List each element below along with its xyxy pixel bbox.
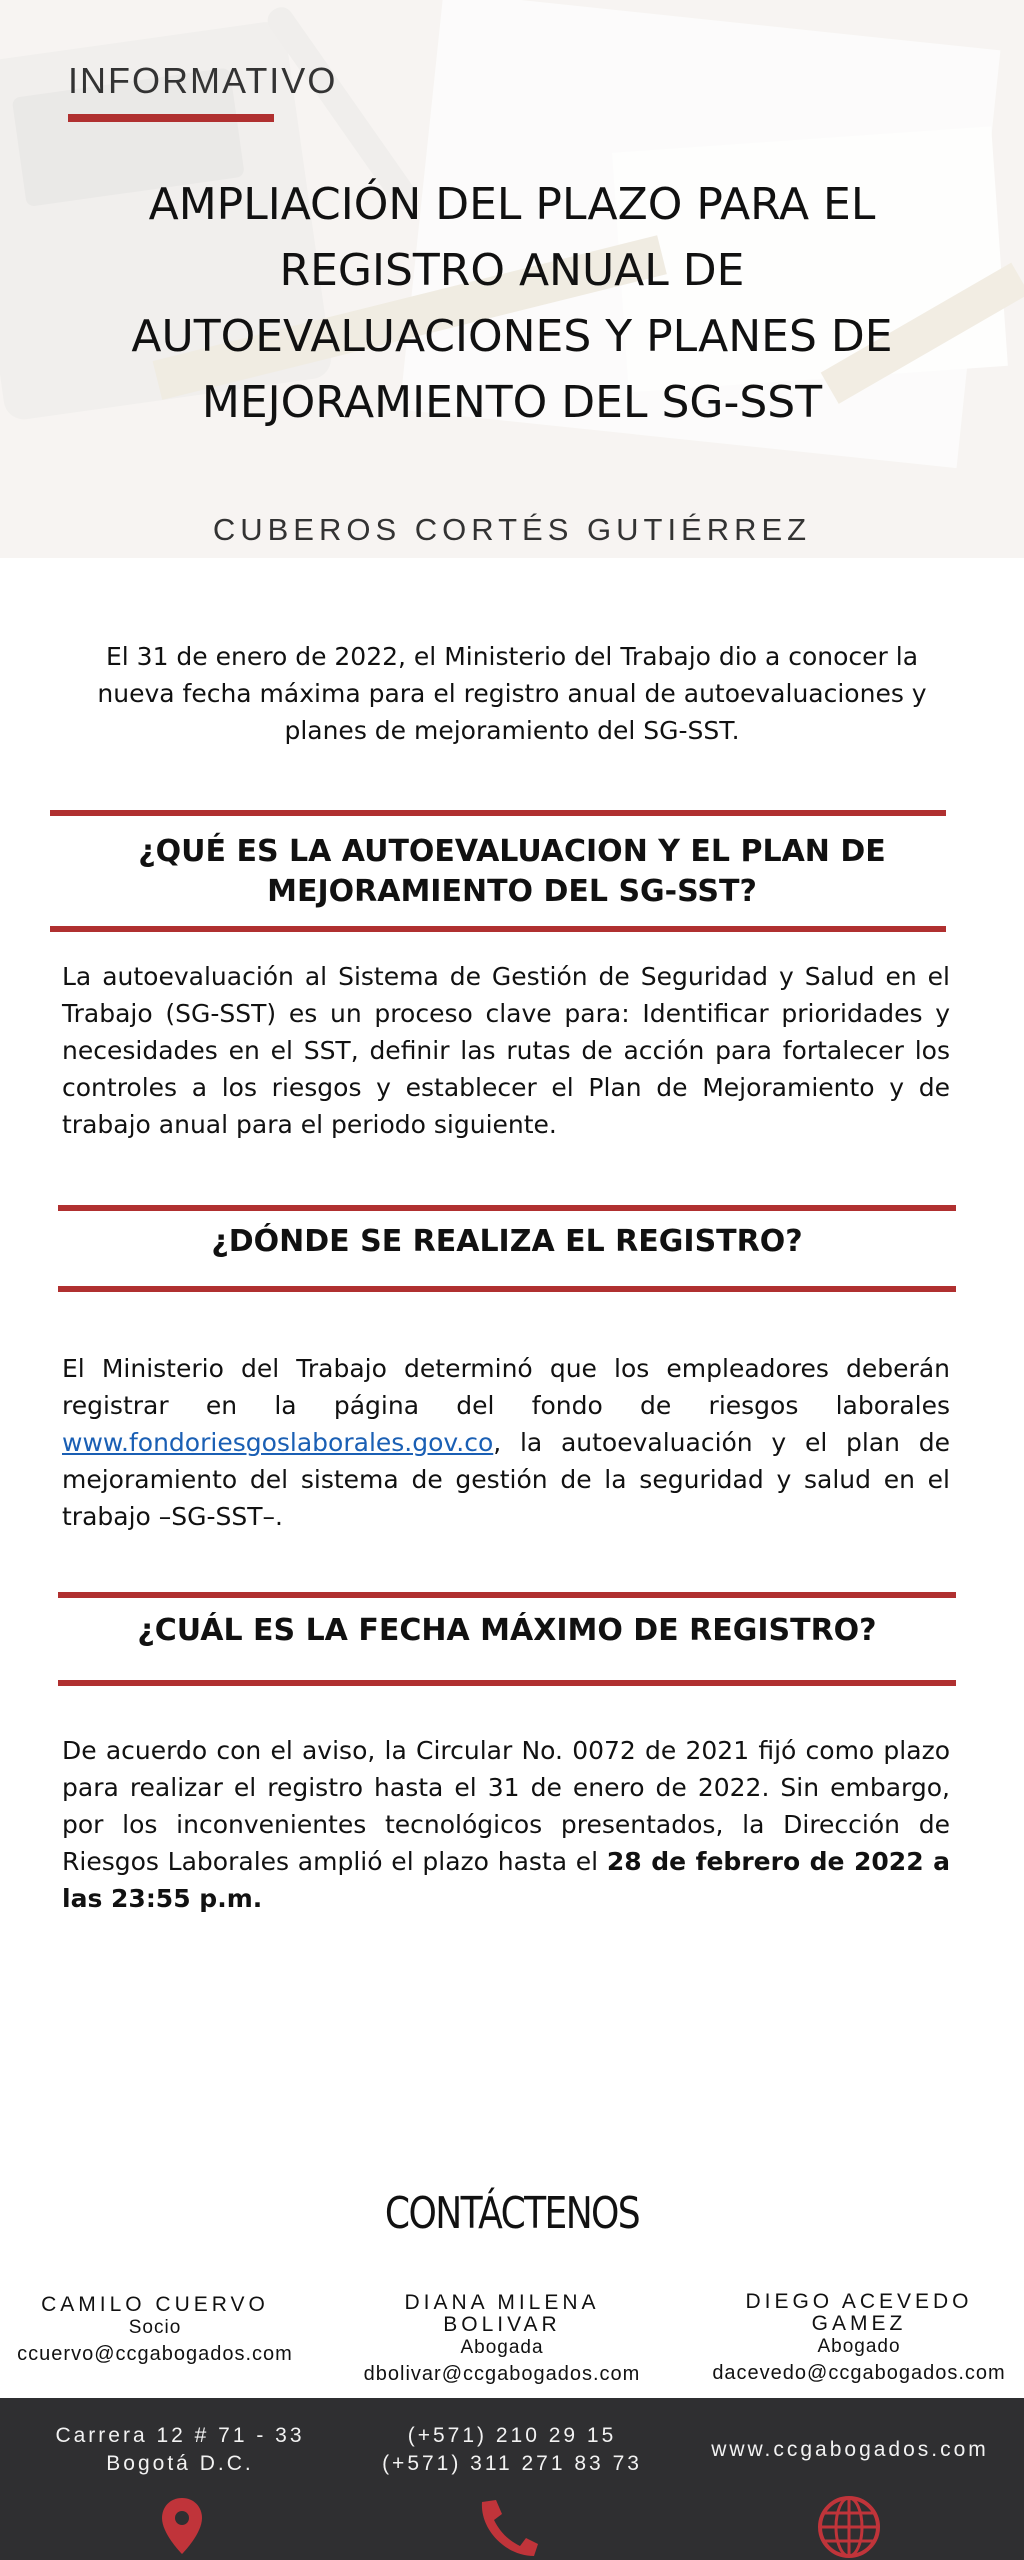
phone-2[interactable]: (+571) 311 271 83 73 bbox=[382, 2452, 642, 2475]
section-3-heading: ¿CUÁL ES LA FECHA MÁXIMO DE REGISTRO? bbox=[137, 1613, 877, 1648]
footer-phones bbox=[362, 2422, 662, 2478]
contact-card-diana-bolivar bbox=[352, 2292, 652, 2388]
phone-1[interactable]: (+571) 210 29 15 bbox=[407, 2424, 617, 2447]
section-2-body-text-start: El Ministerio del Trabajo determinó que los empleadores deberán registrar en la página del fondo de riesgos laborales bbox=[62, 1354, 950, 1420]
section-3-body-text: De acuerdo con el aviso, la Circular No. 0072 de 2021 fijó como plazo para realizar el registro hasta el 31 de enero de 2022. Sin embargo, por los inconvenientes tecnológicos presentados, la Dirección de Riesgos Laborales amplió el plazo hasta el bbox=[62, 1736, 950, 1876]
firm-name: CUBEROS CORTÉS GUTIÉRREZ bbox=[212, 512, 812, 547]
contact-role: Abogado bbox=[817, 2336, 901, 2357]
section-2-heading: ¿DÓNDE SE REALIZA EL REGISTRO? bbox=[211, 1224, 803, 1259]
contact-name-line-1: DIANA MILENA bbox=[404, 2291, 600, 2314]
contact-name-line-1: DIEGO ACEVEDO bbox=[745, 2290, 973, 2313]
contact-email[interactable]: dbolivar@ccgabogados.com bbox=[363, 2363, 641, 2385]
footer-address bbox=[30, 2422, 330, 2478]
section-1-body: La autoevaluación al Sistema de Gestión de Seguridad y Salud en el Trabajo (SG-SST) es un proceso clave para: Identificar prioridades y necesidades en el SST, definir las rutas de acción para fortalecer los controles a los riesgos y establecer el Plan de Mejoramiento y de trabajo anual para el periodo siguiente. bbox=[62, 962, 950, 1139]
contact-email[interactable]: ccuervo@ccgabogados.com bbox=[17, 2343, 293, 2365]
section-3-bottom-rule bbox=[58, 1680, 956, 1686]
contact-heading: CONTÁCTENOS bbox=[384, 2188, 640, 2239]
intro-paragraph: El 31 de enero de 2022, el Ministerio del Trabajo dio a conocer la nueva fecha máxima para el registro anual de autoevaluaciones y planes de mejoramiento del SG-SST. bbox=[97, 642, 927, 745]
section-3-top-rule bbox=[58, 1592, 956, 1598]
contact-email[interactable]: dacevedo@ccgabogados.com bbox=[712, 2362, 1006, 2384]
footer-website[interactable]: www.ccgabogados.com bbox=[711, 2438, 989, 2461]
section-1-top-rule bbox=[50, 810, 946, 816]
contact-card-diego-acevedo bbox=[704, 2291, 1014, 2387]
footer-bar bbox=[0, 2398, 1024, 2560]
contact-name-line-2: BOLIVAR bbox=[443, 2313, 561, 2336]
section-1-bottom-rule bbox=[50, 926, 946, 932]
deadline-highlight: 28 de febrero de 2022 a las 23:55 p.m. bbox=[62, 1847, 950, 1913]
informative-underline bbox=[68, 114, 274, 122]
page-title: AMPLIACIÓN DEL PLAZO PARA EL REGISTRO ANUAL DE AUTOEVALUACIONES Y PLANES DE MEJORAMIENTO DEL SG-SST bbox=[131, 179, 893, 428]
fondo-riesgos-link[interactable]: www.fondoriesgoslaborales.gov.co bbox=[62, 1428, 494, 1457]
location-pin-icon bbox=[160, 2496, 204, 2556]
address-line-2: Bogotá D.C. bbox=[106, 2452, 254, 2475]
section-3-body bbox=[62, 1732, 950, 1917]
section-2-body bbox=[62, 1350, 950, 1535]
informative-label: INFORMATIVO bbox=[68, 60, 338, 101]
section-2-body-text-end: , la autoevaluación y el plan de mejoramiento del sistema de gestión de la seguridad y salud en el trabajo –SG-SST–. bbox=[62, 1428, 950, 1531]
section-2-top-rule bbox=[58, 1205, 956, 1211]
contact-role: Abogada bbox=[460, 2337, 544, 2358]
contact-card-camilo-cuervo bbox=[0, 2294, 310, 2368]
contact-name-line-2: GAMEZ bbox=[811, 2312, 907, 2335]
section-1-heading: ¿QUÉ ES LA AUTOEVALUACION Y EL PLAN DE MEJORAMIENTO DEL SG-SST? bbox=[138, 834, 886, 909]
address-line-1: Carrera 12 # 71 - 33 bbox=[55, 2424, 305, 2447]
globe-icon bbox=[816, 2494, 882, 2560]
hero-banner bbox=[0, 0, 1024, 558]
contact-name: CAMILO CUERVO bbox=[41, 2293, 269, 2316]
contact-role: Socio bbox=[128, 2317, 182, 2338]
section-2-bottom-rule bbox=[58, 1286, 956, 1292]
phone-icon bbox=[476, 2498, 538, 2556]
